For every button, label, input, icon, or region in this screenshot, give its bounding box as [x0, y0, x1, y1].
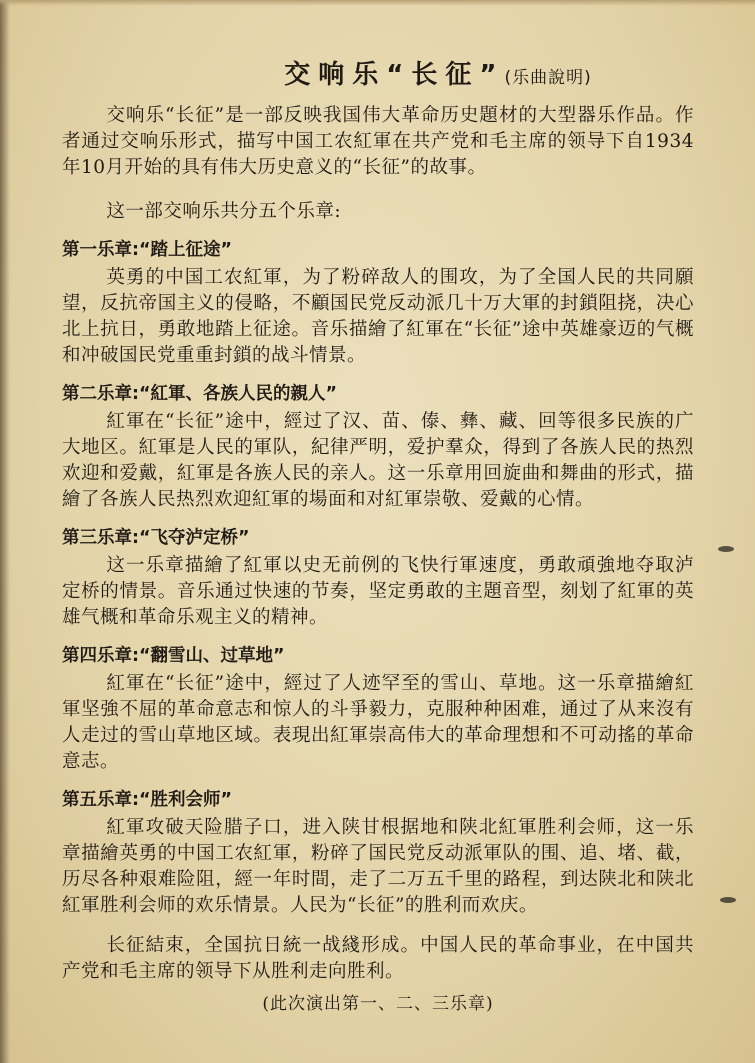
performance-note: (此次演出第一、二、三乐章) — [262, 994, 494, 1014]
movement-2-text: 紅軍在“长征”途中，經过了汉、苗、傣、彝、藏、回等很多民族的广大地区。紅軍是人民的軍队，紀律严明，爱护羣众，得到了各族人民的热烈欢迎和爱戴，紅軍是各族人民的亲人。这一乐章用回旋曲和舞曲的形式，描繪了各族人民热烈欢迎紅軍的場面和对紅軍崇敬、爱戴的心情。 — [62, 411, 694, 510]
movement-1-text: 英勇的中国工农紅軍，为了粉碎敌人的围攻，为了全国人民的共同願望，反抗帝国主义的侵略，不顧国民党反动派几十万大軍的封鎖阻挠，决心北上抗日，勇敢地踏上征途。音乐描繪了紅軍在“长征”途中英雄豪迈的气概和冲破国民党重重封鎖的战斗情景。 — [62, 267, 694, 366]
document-content — [62, 55, 694, 1017]
movement-3 — [62, 525, 694, 631]
movement-5-text: 紅軍攻破天险腊子口，进入陕甘根据地和陕北紅軍胜利会师，这一乐章描繪英勇的中国工农紅軍，粉碎了国民党反动派軍队的围、追、堵、截，历尽各种艰难险阻，經一年时間，走了二万五千里的路程，到达陕北和陕北紅軍胜利会师的欢乐情景。人民为“长征”的胜利而欢庆。 — [62, 817, 694, 916]
ink-smudge — [720, 897, 736, 903]
title-subtitle: (乐曲說明) — [504, 68, 592, 88]
ink-smudge — [718, 546, 734, 552]
closing-paragraph: 长征結束，全国抗日統一战綫形成。中国人民的革命事业，在中国共产党和毛主席的领导下从胜利走向胜利。 — [62, 935, 694, 982]
movement-5-heading: 第五乐章:“胜利会师” — [62, 790, 233, 810]
movement-4-heading: 第四乐章:“翻雪山、过草地” — [62, 646, 285, 666]
movement-4 — [62, 643, 694, 775]
page-shadow-top — [0, 0, 755, 6]
movement-3-heading: 第三乐章:“飞夺泸定桥” — [62, 528, 250, 548]
movement-5 — [62, 787, 694, 919]
document-title — [182, 55, 694, 103]
movement-3-text: 这一乐章描繪了紅軍以史无前例的飞快行軍速度，勇敢頑強地夺取泸定桥的情景。音乐通过快速的节奏，坚定勇敢的主題音型，刻划了紅軍的英雄气概和革命乐观主义的精神。 — [62, 555, 694, 628]
movement-count-line: 这一部交响乐共分五个乐章: — [106, 201, 342, 222]
title-main: 交响乐“长征” — [284, 60, 505, 90]
movement-1 — [62, 237, 694, 369]
intro-paragraph: 交响乐“长征”是一部反映我国伟大革命历史題材的大型器乐作品。作者通过交响乐形式，描写中国工农紅軍在共产党和毛主席的领导下自1934年10月开始的具有伟大历史意义的“长征”的故事。 — [62, 105, 694, 178]
movement-4-text: 紅軍在“长征”途中，經过了人迹罕至的雪山、草地。这一乐章描繪紅軍坚強不屈的革命意志和惊人的斗爭毅力，克服种种困难，通过了从来沒有人走过的雪山草地区域。表現出紅軍崇高伟大的革命理想和不可动搖的革命意志。 — [62, 673, 694, 772]
page-shadow-left — [0, 0, 10, 1063]
movement-2-heading: 第二乐章:“紅軍、各族人民的親人” — [62, 384, 338, 404]
movement-2 — [62, 381, 694, 513]
movement-1-heading: 第一乐章:“踏上征途” — [62, 240, 233, 260]
